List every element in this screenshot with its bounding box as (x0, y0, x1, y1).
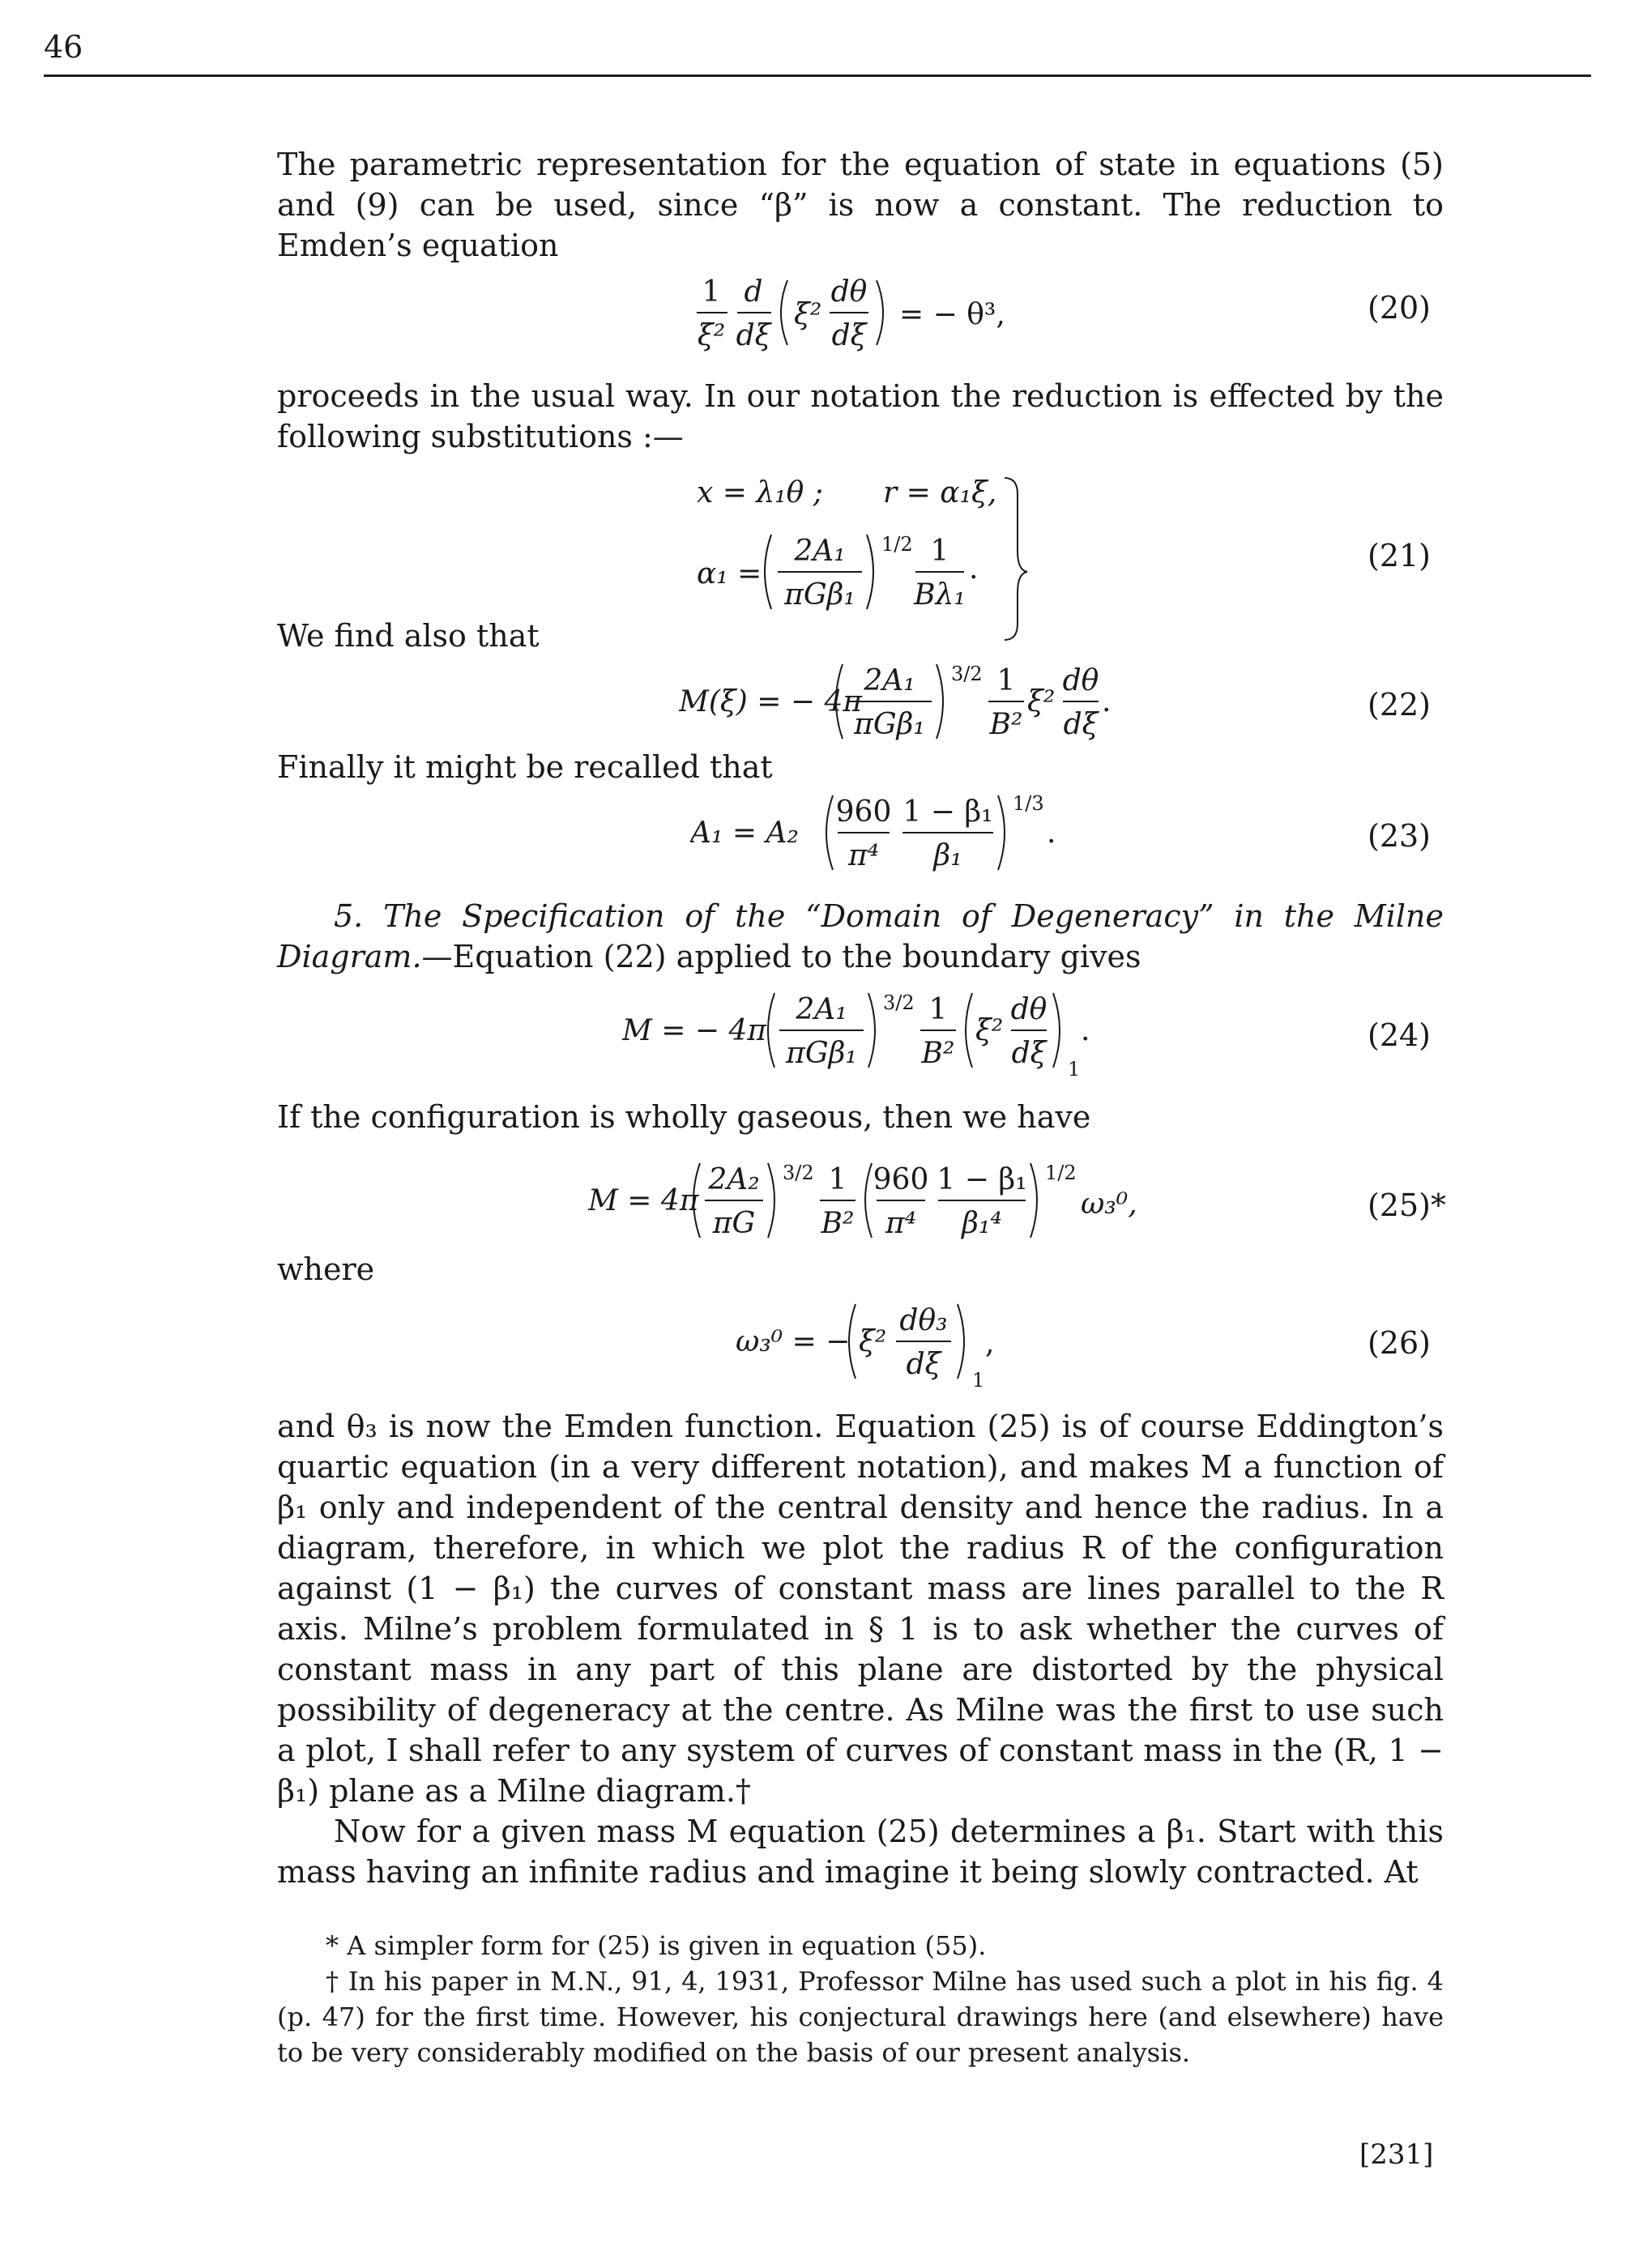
eq26-f-num: dθ₃ (899, 1304, 948, 1337)
eq20-inner-num: dθ (830, 275, 868, 309)
equation-number-24: (24) (1368, 1017, 1432, 1053)
eq21-lhs: α₁ = (697, 557, 762, 590)
eq23-f1-den: π⁴ (847, 839, 880, 872)
eq22-end: . (1102, 685, 1112, 718)
eq22-exp: 3/2 (951, 663, 983, 685)
eq22-f1-den: πGβ₁ (854, 708, 925, 741)
paragraph-reduction: proceeds in the usual way. In our notation the reduction is effected by the following substitutions :— (277, 378, 1444, 454)
eq26-sub: 1 (972, 1369, 985, 1392)
eq24-f1-num: 2A₁ (796, 993, 847, 1026)
paragraph-emden-function: and θ₃ is now the Emden function. Equation (25) is of course Eddington’s quartic equation (in a very different notation), and makes M a function of β₁ only and independent of the central density and hence the radius. In a diagram, therefore, in which we plot the radius R of the configuration against (1 − β₁) the curves of constant mass are lines parallel to the R axis. Milne’s problem formulated in § 1 is to ask whether the curves of constant mass in any part of this plane are distorted by the physical possibility of degeneracy at the centre. As Milne was the first to use such a plot, I shall refer to any system of curves of constant mass in the (R, 1 − β₁) plane as a Milne diagram.† (277, 1409, 1444, 1809)
eq22-lhs: M(ξ) = − 4π (679, 685, 863, 718)
equation-22 (679, 654, 1116, 752)
eq25-f3-den: π⁴ (885, 1207, 917, 1240)
paragraph-given-mass: Now for a given mass M equation (25) determines a β₁. Start with this mass having an infinite radius and imagine it being slowly contracted. At (277, 1814, 1444, 1890)
equation-number-23: (23) (1368, 818, 1432, 854)
eq22-f2-num: 1 (996, 664, 1016, 697)
eq23-lhs: A₁ = A₂ (690, 816, 799, 850)
eq26-lhs: ω₃⁰ = − (736, 1325, 851, 1358)
eq21-f1-den: πGβ₁ (784, 578, 856, 612)
eq20-rhs: = − θ³, (899, 298, 1005, 331)
eq25-exp2: 1/2 (1045, 1162, 1077, 1184)
eq25-f1-num: 2A₂ (708, 1163, 760, 1196)
eq24-end: . (1081, 1014, 1090, 1047)
eq22-f3-den: dξ (1063, 708, 1099, 741)
eq20-xi: ξ² (794, 298, 822, 331)
eq24-f3-den: dξ (1011, 1037, 1047, 1070)
eq25-lhs: M = 4π (588, 1184, 699, 1217)
eq25-f3-num: 960 (873, 1163, 929, 1196)
equation-20 (697, 267, 1118, 364)
eq20-d-den: dξ (736, 319, 771, 352)
eq26-xi: ξ² (859, 1325, 887, 1358)
eq21-line1b: r = α₁ξ, (883, 476, 997, 509)
eq22-f3-num: dθ (1062, 664, 1099, 697)
eq25-f4-den: β₁⁴ (962, 1207, 1002, 1240)
eq25-exp1: 3/2 (783, 1162, 814, 1184)
eq25-f4-num: 1 − β₁ (937, 1163, 1027, 1196)
eq24-lhs: M = − 4π (622, 1014, 767, 1047)
eq21-f1-num: 2A₁ (794, 535, 846, 568)
equation-number-20: (20) (1368, 290, 1432, 326)
paragraph-recalled: Finally it might be recalled that (277, 749, 773, 785)
eq24-f2-num: 1 (928, 993, 948, 1026)
eq20-frac1-den: ξ² (697, 319, 726, 352)
eq21-f2-num: 1 (930, 535, 949, 568)
eq23-f2-den: β₁ (933, 839, 962, 872)
eq25-f2-num: 1 (828, 1163, 847, 1196)
section-5-text: —Equation (22) applied to the boundary gives (421, 939, 1141, 974)
equation-number-26: (26) (1368, 1325, 1432, 1361)
eq22-f2-den: B² (989, 708, 1023, 741)
equation-number-21: (21) (1368, 538, 1432, 573)
eq26-f-den: dξ (906, 1348, 941, 1381)
eq24-f2-den: B² (921, 1037, 955, 1070)
eq20-d-num: d (744, 275, 763, 309)
eq26-end: , (985, 1327, 995, 1360)
eq23-end: . (1047, 816, 1056, 850)
eq23-exp: 1/3 (1013, 792, 1044, 815)
eq23-f2-num: 1 − β₁ (902, 795, 993, 829)
folio: [231] (1359, 2138, 1434, 2171)
eq20-frac1-num: 1 (702, 275, 721, 309)
eq21-exp: 1/2 (881, 533, 913, 556)
header-rule (44, 75, 1591, 77)
section-5-paragraph (277, 896, 1444, 977)
eq21-end: . (969, 552, 979, 586)
eq21-f2-den: Bλ₁ (914, 578, 966, 612)
eq25-f1-den: πG (712, 1207, 756, 1240)
eq25-f2-den: B² (821, 1207, 855, 1240)
footnote-dagger: † In his paper in M.N., 91, 4, 1931, Professor Milne has used such a plot in his fig. 4 (p. 47) for the first time. However, his conjectural drawings here (and elsewhere) have to be very considerably modified on the basis of our present analysis. (277, 1966, 1444, 2068)
eq20-inner-den: dξ (831, 319, 867, 352)
paragraph-find-also: We find also that (277, 618, 540, 654)
equation-23 (690, 786, 1079, 883)
eq24-f1-den: πGβ₁ (786, 1037, 857, 1070)
paragraph-gaseous: If the configuration is wholly gaseous, then we have (277, 1099, 1091, 1135)
equation-number-22: (22) (1368, 687, 1432, 723)
equation-25 (588, 1150, 1171, 1256)
footnote-asterisk: * A simpler form for (25) is given in equation (55). (326, 1930, 987, 1961)
footnotes (277, 1928, 1444, 2070)
eq25-tail: ω₃⁰, (1081, 1187, 1137, 1221)
eq24-sub: 1 (1068, 1058, 1081, 1081)
eq23-f1-num: 960 (835, 795, 892, 829)
equation-24 (622, 980, 1124, 1085)
paragraph-where: where (277, 1251, 375, 1287)
section-5-heading: 5. The Specification of the “Domain of Degeneracy” in the Milne Diagram. (277, 898, 1444, 974)
page-number: 46 (44, 29, 83, 65)
paragraph-intro: The parametric representation for the equation of state in equations (5) and (9) can be used, since “β” is now a constant. The reduction to Emden’s equation (277, 147, 1444, 263)
eq22-f1-num: 2A₁ (864, 664, 915, 697)
equation-number-25: (25)* (1368, 1187, 1447, 1223)
equation-26 (736, 1288, 1076, 1401)
eq21-line1a: x = λ₁θ ; (697, 476, 823, 509)
eq24-xi: ξ² (975, 1014, 1004, 1047)
eq24-f3-num: dθ (1010, 993, 1048, 1026)
eq24-exp: 3/2 (883, 991, 915, 1014)
eq22-xi: ξ² (1027, 685, 1056, 718)
